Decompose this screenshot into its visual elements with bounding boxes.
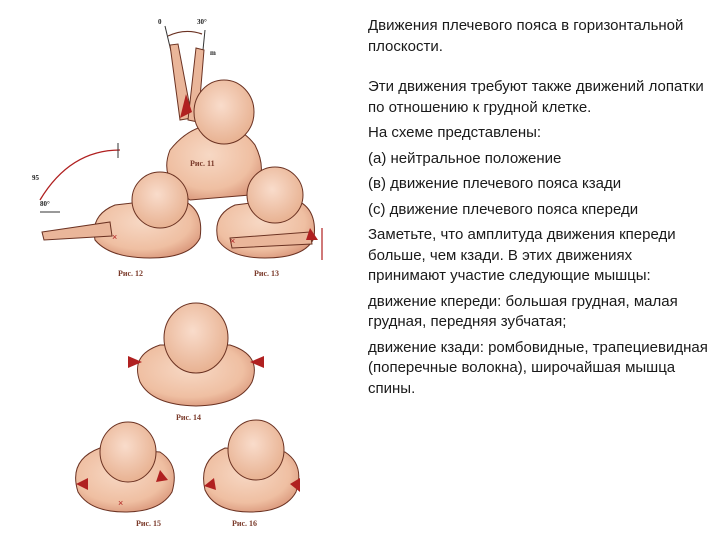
figure-16 — [204, 420, 300, 528]
item-neutral: (а) нейтральное положение — [368, 149, 562, 167]
head — [247, 167, 303, 223]
motion-arc — [40, 150, 120, 200]
angle-label-30: 30° — [197, 18, 207, 26]
head — [132, 172, 188, 228]
angle-arc-30 — [168, 31, 202, 36]
description-text — [368, 16, 708, 399]
head — [228, 420, 284, 480]
paragraph-scheme: На схеме представлены: — [368, 124, 542, 141]
figure-15 — [76, 422, 175, 528]
figure-label-12: Рис. 12 — [118, 269, 144, 278]
angle-label-0: 0 — [158, 18, 162, 26]
item-backward: (в) движение плечевого пояса кзади — [368, 175, 622, 192]
joint-marker-icon: × — [118, 498, 124, 508]
head — [194, 80, 254, 144]
angle-label-95: 95 — [32, 174, 39, 182]
figure-label-13: Рис. 13 — [254, 269, 280, 278]
paragraph-backward-muscles: движение кзади: ромбовидные, трапециевидная (поперечные волокна), широчайшая мышца спины. — [368, 338, 708, 397]
angle-label-80: 80° — [40, 200, 50, 208]
shoulder-movement-illustrations — [0, 0, 345, 540]
paragraph-forward-muscles: движение кпереди: большая грудная, малая грудная, передняя зубчатая; — [368, 292, 678, 330]
paragraph-scapula: Эти движения требуют также движений лопатки по отношению к грудной клетке. — [368, 78, 704, 116]
figure-14 — [128, 303, 264, 422]
head — [100, 422, 156, 482]
figure-label-15: Рис. 15 — [136, 519, 162, 528]
figure-11 — [158, 18, 261, 200]
paragraph-amplitude: Заметьте, что амплитуда движения кпереди больше, чем кзади. В этих движениях принимают участие следующие мышцы: — [368, 226, 676, 284]
figure-label-16: Рис. 16 — [232, 519, 258, 528]
joint-marker-icon: × — [112, 232, 118, 242]
item-forward: (с) движение плечевого пояса кпереди — [368, 200, 639, 218]
angle-label-m: m — [210, 49, 216, 57]
joint-marker-icon: × — [230, 236, 236, 246]
figure-label-11: Рис. 11 — [190, 159, 215, 168]
slide-title: Движения плечевого пояса в горизонтальной плоскости. — [368, 17, 684, 55]
figure-label-14: Рис. 14 — [176, 413, 202, 422]
head — [164, 303, 228, 373]
